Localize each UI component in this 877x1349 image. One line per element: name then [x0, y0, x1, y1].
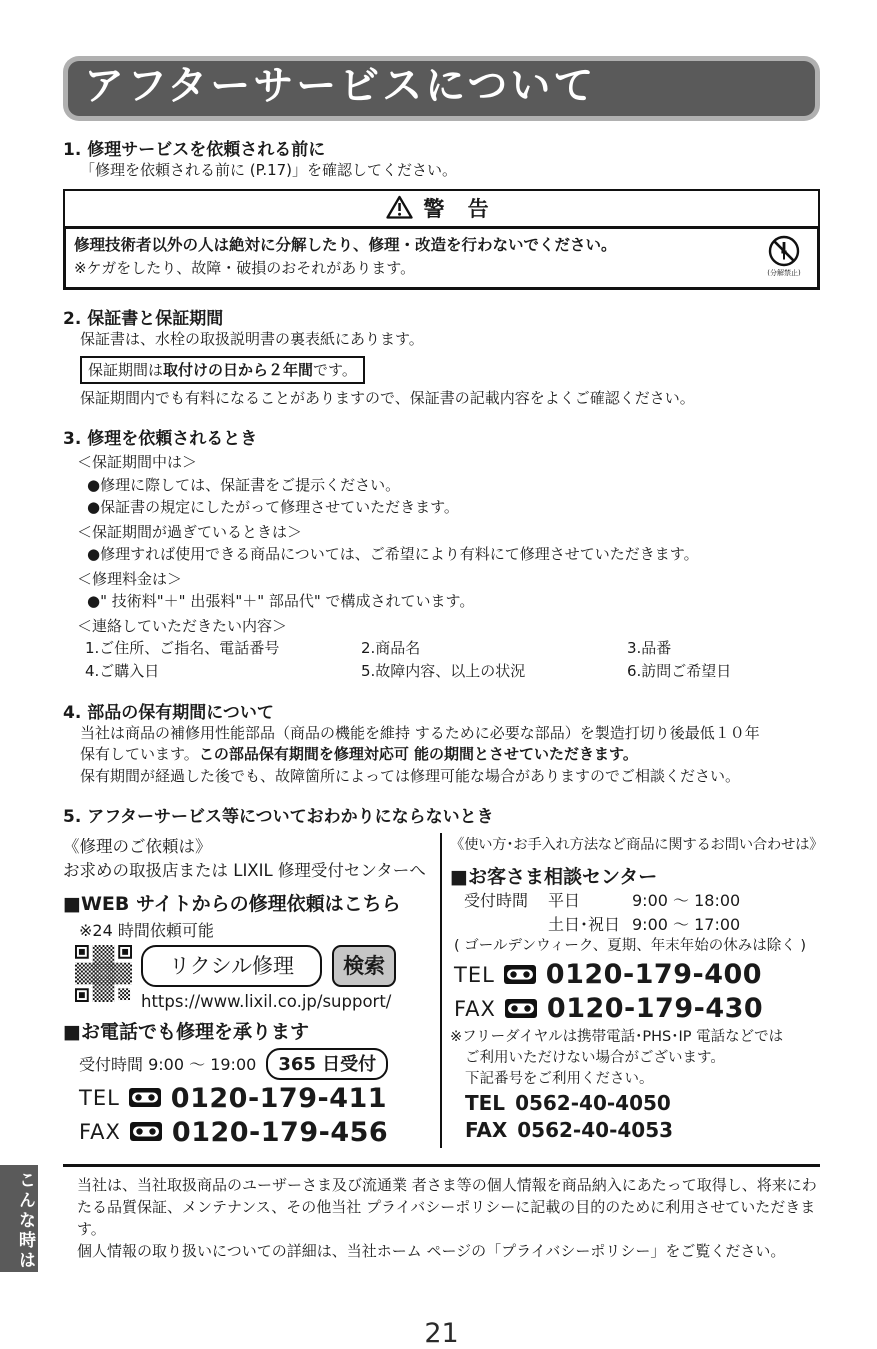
section4-line2-prefix: 保有しています。 [80, 745, 199, 764]
warning-body [63, 226, 820, 290]
tel-label: TEL [465, 1091, 506, 1116]
tel-label: TEL [454, 962, 495, 987]
repair-tel-row [79, 1083, 440, 1114]
center-tel-row [454, 959, 820, 990]
no-disassembly-caption: (分解禁止) [767, 268, 801, 277]
alt-tel-number: 0562-40-4050 [515, 1091, 671, 1116]
warning-header [63, 189, 820, 228]
section3-item: ●修理すれば使用できる商品については、ご希望により有料にて修理させていただきます。 [87, 545, 699, 563]
section1-heading: 1. 修理サービスを依頼される前に [63, 140, 326, 160]
section3-sub1: ＜保証期間中は＞ [77, 453, 198, 471]
section3-item: ●" 技術料"＋" 出張料"＋" 部品代" で構成されています。 [87, 592, 475, 610]
section5-heading: 5. アフターサービス等についておわかりにならないとき [63, 806, 494, 827]
contact-item: 1.ご住所、ご指名、電話番号 [85, 639, 280, 657]
warning-line2: ※ケガをしたり、故障・破損のおそれがあります。 [74, 259, 416, 277]
contact-item: 3.品番 [627, 639, 672, 657]
web-repair-note: ※24 時間依頼可能 [79, 920, 214, 940]
repair-hours: 受付時間 9:00 ～ 19:00 [79, 1055, 257, 1075]
guarantee-suffix: です。 [313, 361, 357, 380]
privacy-paragraph2: 個人情報の取り扱いについての詳細は、当社ホーム ページの「プライバシーポリシー」をご覧ください。 [77, 1241, 786, 1260]
customer-center-column [440, 833, 824, 1148]
section3-sub4: ＜連絡していただきたい内容＞ [77, 616, 288, 635]
freedial-icon [504, 965, 537, 985]
alt-tel-row [465, 1090, 820, 1117]
section2-body1: 保証書は、水栓の取扱説明書の裏表紙にあります。 [80, 329, 424, 348]
qr-search-row [75, 945, 440, 1011]
privacy-paragraph1: 当社は、当社取扱商品のユーザーさま及び流通業 者さま等の個人情報を商品納入にあたって取得し、将来にわたる品質保証、メンテナンス、その他当社 プライバシーポリシーに記載の目的のために利用させていただきます。 [77, 1175, 817, 1238]
service-columns [63, 833, 824, 1148]
contact-info-grid [85, 637, 820, 684]
page-title: アフターサービスについて [68, 61, 815, 116]
qr-code [75, 945, 132, 1011]
repair-request-column [63, 833, 440, 1148]
contact-item: 5.故障内容、以上の状況 [361, 662, 526, 681]
support-url-link[interactable]: https://www.lixil.co.jp/support/ [141, 991, 392, 1011]
section2-body2: 保証期間内でも有料になることがありますので、保証書の記載内容をよくご確認ください。 [80, 389, 695, 408]
freedial-note1: ※フリーダイヤルは携帯電話･PHS･IP 電話などでは [450, 1029, 784, 1046]
repair-fax-number: 0120-179-456 [171, 1116, 389, 1148]
phone-repair-heading: ■お電話でも修理を承ります [63, 1020, 309, 1043]
section4-line2-bold: この部品保有期間を修理対応可 能の期間とさせていただきます。 [198, 745, 638, 764]
privacy-section [15, 1164, 820, 1272]
section4-line3: 保有期間が経過した後でも、故障箇所によっては修理可能な場合がありますのでご相談ください。 [80, 767, 741, 785]
section3-sub2: ＜保証期間が過ぎているときは＞ [77, 522, 303, 541]
weekday-hours-row [464, 889, 820, 912]
section4-line1: 当社は商品の補修用性能部品（商品の機能を維持 するために必要な部品）を製造打切り後最低１０年 [80, 723, 760, 742]
section3-item: ●修理に際しては、保証書をご提示ください。 [87, 475, 401, 494]
web-repair-heading: ■WEB サイトからの修理依頼はこちら [63, 892, 401, 915]
repair-fax-row [79, 1117, 440, 1148]
center-fax-row [454, 993, 820, 1024]
section3-heading: 3. 修理を依頼されるとき [63, 429, 258, 449]
contact-item: 2.商品名 [361, 639, 421, 657]
repair-intro2: お求めの取扱店または LIXIL 修理受付センターへ [63, 860, 426, 880]
center-tel-number: 0120-179-400 [545, 959, 763, 991]
guarantee-bold: 取付けの日から２年間 [163, 361, 314, 380]
search-button: 検索 [332, 945, 396, 987]
weekday-hours: 9:00 ～ 18:00 [632, 891, 741, 911]
warning-title: 警 告 [423, 196, 497, 221]
guarantee-prefix: 保証期間は [88, 361, 164, 380]
customer-center-heading: ■お客さま相談センター [450, 866, 658, 889]
hours-note: ( ゴールデンウィーク、夏期、年末年始の休みは除く ) [454, 937, 807, 954]
badge-365-days: 365 日受付 [266, 1048, 388, 1080]
fax-label: FAX [79, 1120, 121, 1145]
contact-item: 6.訪問ご希望日 [627, 662, 732, 681]
freedial-icon [505, 999, 538, 1019]
weekend-hours-row [464, 913, 820, 936]
tel-label: TEL [79, 1086, 120, 1111]
section1-body: 「修理を依頼される前に (P.17)」を確認してください。 [80, 161, 458, 179]
weekend-hours: 9:00 ～ 17:00 [632, 914, 741, 934]
alt-fax-number: 0562-40-4053 [517, 1118, 674, 1143]
inquiry-intro: 《使い方･お手入れ方法など商品に関するお問い合わせは》 [450, 836, 824, 853]
title-banner [63, 56, 820, 121]
freedial-note2: ご利用いただけない場合がございます。 [465, 1050, 725, 1067]
warning-box [63, 189, 820, 290]
weekend-label: 土日･祝日 [548, 914, 621, 934]
search-keyword-box: リクシル修理 [141, 945, 322, 987]
privacy-notice [63, 1164, 820, 1262]
section4-heading: 4. 部品の保有期間について [63, 702, 274, 723]
center-fax-number: 0120-179-430 [546, 993, 764, 1025]
section2-heading: 2. 保証書と保証期間 [63, 308, 224, 329]
section3-item: ●保証書の規定にしたがって修理させていただきます。 [87, 498, 459, 516]
freedial-icon [130, 1122, 163, 1142]
no-disassembly-icon [761, 234, 807, 278]
page-number: 21 [424, 1317, 459, 1349]
side-tab-konna-toki-wa: こんな時は [0, 1165, 38, 1272]
warning-triangle-icon [386, 195, 413, 220]
freedial-icon [129, 1088, 162, 1108]
repair-intro: 《修理のご依頼は》 [63, 836, 212, 856]
warning-line1: 修理技術者以外の人は絶対に分解したり、修理・改造を行わないでください。 [74, 235, 617, 254]
freedial-note3: 下記番号をご利用ください。 [465, 1071, 654, 1088]
fax-label: FAX [465, 1118, 508, 1143]
section4-paragraph [80, 723, 820, 788]
contact-item: 4.ご購入日 [85, 662, 160, 681]
guarantee-period-box [80, 356, 365, 384]
hours-label: 受付時間 [464, 891, 529, 911]
alt-fax-row [465, 1117, 820, 1144]
fax-label: FAX [454, 996, 496, 1021]
section3-sub3: ＜修理料金は＞ [77, 569, 183, 588]
weekday-label: 平日 [548, 891, 581, 911]
repair-tel-number: 0120-179-411 [170, 1082, 388, 1114]
